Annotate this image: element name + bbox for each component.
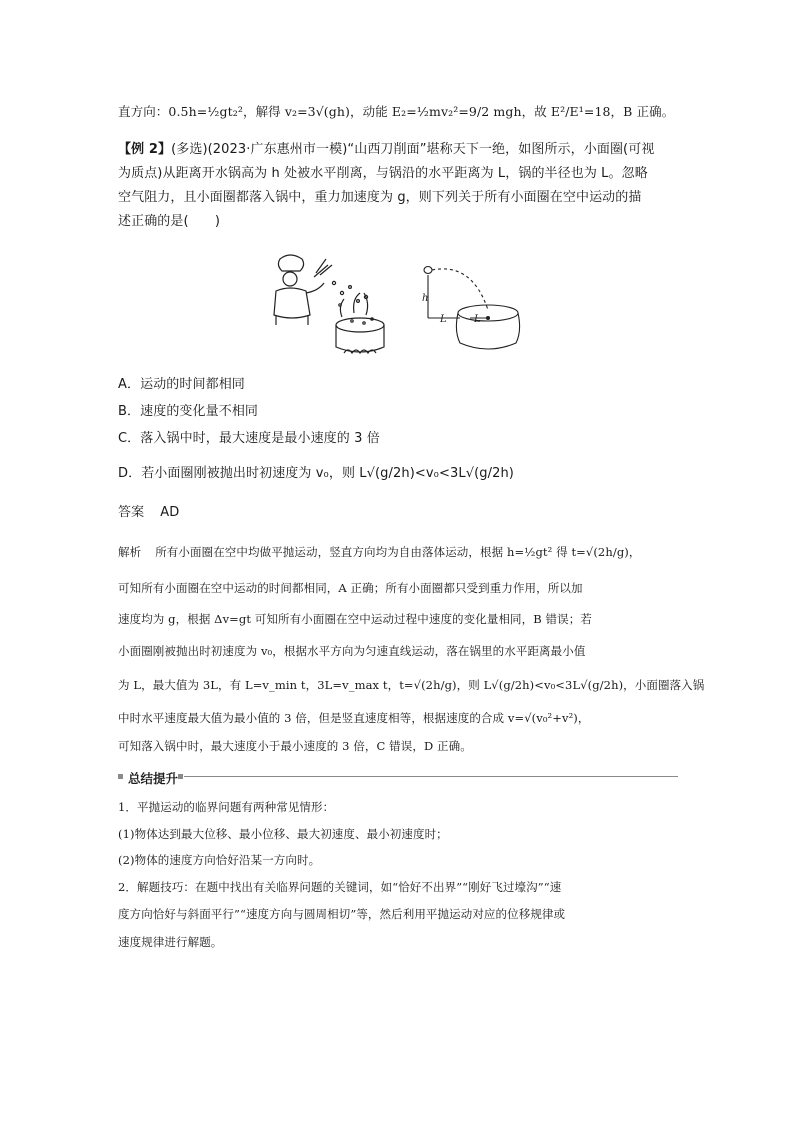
answer-label: 答案: [118, 505, 145, 520]
example-2-line-2: 为质点)从距离开水锅高为 h 处被水平削离，与锅沿的水平距离为 L，锅的半径也为 L。忽略: [118, 166, 648, 181]
schematic-diagram: [424, 267, 520, 350]
example-2-line-3: 空气阻力，且小面圈都落入锅中，重力加速度为 g，则下列关于所有小面圈在空中运动的描: [118, 190, 642, 205]
analysis-line-2: 可知所有小面圈在空中运动的时间都相同，A 正确；所有小面圈都只受到重力作用，所以加: [118, 581, 583, 595]
analysis-label: 解析: [118, 545, 142, 559]
analysis-line-4: 小面圈刚被抛出时初速度为 v₀，根据水平方向为匀速直线运动，落在锅里的水平距离最小值: [118, 644, 586, 658]
summary-point-2-line-3: 速度规律进行解题。: [118, 935, 223, 949]
example-2-line-4: 述正确的是( ): [118, 214, 221, 229]
chef-illustration: [274, 255, 384, 353]
example-2-line-1: [118, 142, 678, 158]
divider-dot-left: [118, 774, 123, 779]
option-c: C．落入锅中时，最大速度是最小速度的 3 倍: [118, 431, 380, 446]
summary-point-1: 1．平抛运动的临界问题有两种常见情形：: [118, 800, 335, 814]
analysis-line-3: 速度均为 g，根据 Δv=gt 可知所有小面圈在空中运动过程中速度的变化量相同，B 错误；若: [118, 612, 592, 626]
analysis-line-6: 中时水平速度最大值为最小值的 3 倍，但是竖直速度相等，根据速度的合成 v=√(v₀²+v²)，: [118, 711, 590, 725]
summary-point-2-line-1: 2．解题技巧：在题中找出有关临界问题的关键词，如“恰好不出界”“刚好飞过壕沟”“速: [118, 880, 562, 894]
example-tag: 【例 2】: [118, 142, 172, 157]
summary-point-1b: (2)物体的速度方向恰好沿某一方向时。: [118, 853, 321, 867]
summary-point-2-line-2: 度方向恰好与斜面平行”“速度方向与圆周相切”等，然后利用平抛运动对应的位移规律或: [118, 907, 566, 921]
figure-label-h: h: [422, 293, 429, 304]
option-b: B．速度的变化量不相同: [118, 404, 259, 419]
option-d: D．若小面圈刚被抛出时初速度为 v₀，则 L√(g/2h)<v₀<3L√(g/2h): [118, 466, 514, 481]
answer-value: AD: [160, 505, 180, 520]
divider-line: [184, 776, 678, 777]
figure-label-L1: L: [440, 314, 447, 325]
divider-dot-right: [178, 774, 183, 779]
solution-continuation-line: 直方向：0.5h=½gt₂²，解得 v₂=3√(gh)，动能 E₂=½mv₂²=9/2 mgh，故 E²/E¹=18，B 正确。: [118, 104, 675, 119]
analysis-line-1: [118, 544, 678, 560]
analysis-line-7: 可知落入锅中时，最大速度小于最小速度的 3 倍，C 错误，D 正确。: [118, 739, 472, 753]
analysis-line-5: 为 L，最大值为 3L，有 L=v_min t，3L=v_max t，t=√(2h/g)，则 L√(g/2h)<v₀<3L√(g/2h)，小面圈落入锅: [118, 678, 705, 692]
summary-point-1a: (1)物体达到最大位移、最小位移、最大初速度、最小初速度时；: [118, 827, 448, 841]
analysis-text-1: 所有小面圈在空中均做平抛运动，竖直方向均为自由落体运动，根据 h=½gt² 得 t=√(2h/g)，: [155, 545, 641, 559]
figure-label-L2: L: [474, 314, 481, 325]
example-2-text-1: (多选)(2023·广东惠州市一模)“山西刀削面”堪称天下一绝，如图所示，小面圈(可视: [171, 142, 655, 157]
summary-divider: [118, 771, 678, 786]
option-a: A．运动的时间都相同: [118, 377, 245, 392]
problem-figure: [262, 253, 542, 361]
answer-line: [118, 505, 678, 521]
summary-title: 总结提升: [128, 771, 179, 786]
